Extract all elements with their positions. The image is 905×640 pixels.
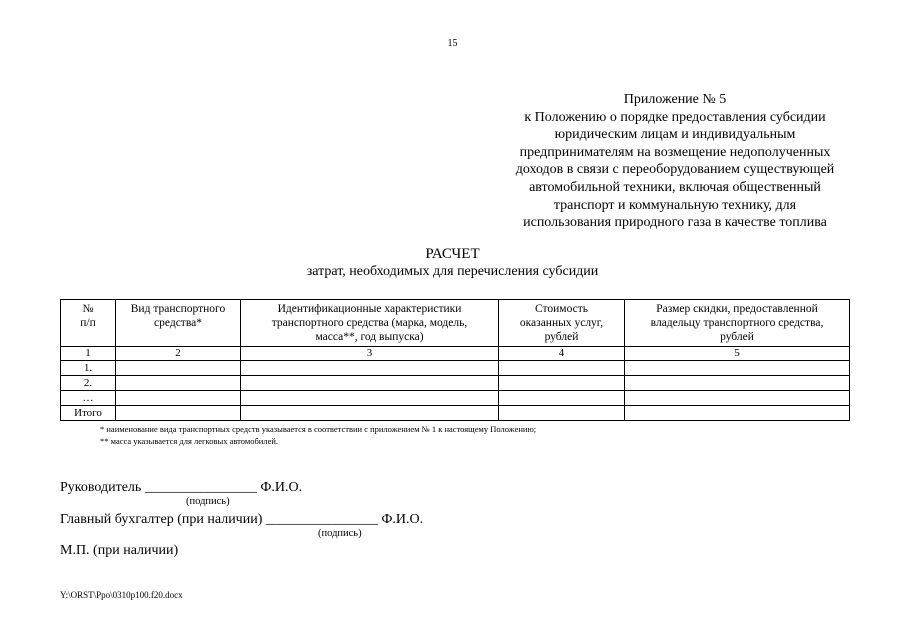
accountant-signature-caption: (подпись): [318, 528, 362, 539]
empty-cell: [499, 406, 625, 421]
accountant-signature-line: [60, 512, 423, 528]
stamp-place: М.П. (при наличии): [60, 543, 179, 558]
empty-cell: [499, 391, 625, 406]
head-signature-caption: (подпись): [186, 496, 230, 507]
empty-cell: [625, 376, 850, 391]
row-label-total: Итого: [61, 406, 116, 421]
appendix-line: автомобильной техники, включая общественный: [529, 179, 821, 195]
head-signature-blank: ________________: [144, 480, 257, 495]
empty-cell: [241, 361, 499, 376]
column-number: 1: [61, 347, 116, 361]
header-cell-number: № п/п: [61, 300, 116, 347]
accountant-fio: Ф.И.О.: [381, 512, 424, 527]
document-title: РАСЧЕТ: [425, 246, 480, 262]
empty-cell: [499, 361, 625, 376]
empty-cell: [116, 361, 241, 376]
footnote: ** масса указывается для легковых автомобилей.: [100, 436, 279, 446]
header-cell-vehicle-type: Вид транспортного средства*: [116, 300, 241, 347]
appendix-line: к Положению о порядке предоставления субсидии: [524, 109, 826, 125]
column-number: 5: [625, 347, 850, 361]
appendix-line: предпринимателям на возмещение недополученных: [519, 144, 831, 160]
page-number: 15: [447, 38, 458, 49]
empty-cell: [116, 406, 241, 421]
row-label: …: [61, 391, 116, 406]
column-number-row: [61, 347, 850, 361]
appendix-line: юридическим лицам и индивидуальным: [554, 127, 796, 143]
head-label: Руководитель: [60, 480, 142, 495]
appendix-line: Приложение № 5: [623, 92, 727, 107]
footnotes: [100, 423, 536, 447]
appendix-line: использования природного газа в качестве топлива: [523, 215, 827, 231]
accountant-signature-blank: ________________: [265, 512, 378, 527]
file-path: Y:\ORST\Ppo\0310p100.f20.docx: [60, 590, 183, 600]
empty-cell: [241, 406, 499, 421]
row-label: 1.: [61, 361, 116, 376]
header-cell-identification: Идентификационные характеристики транспортного средства (марка, модель, масса**, год выпуска): [241, 300, 499, 347]
head-signature-line: [60, 480, 302, 496]
row-label: 2.: [61, 376, 116, 391]
empty-cell: [625, 361, 850, 376]
accountant-label: Главный бухгалтер (при наличии): [60, 512, 263, 527]
table-row-total: [61, 406, 850, 421]
footnote: * наименование вида транспортных средств указывается в соответствии с приложением № 1 к настоящему Положению;: [100, 424, 537, 434]
head-fio: Ф.И.О.: [260, 480, 303, 495]
empty-cell: [499, 376, 625, 391]
empty-cell: [116, 376, 241, 391]
header-cell-cost: Стоимость оказанных услуг, рублей: [499, 300, 625, 347]
table-header-row: [61, 300, 850, 347]
column-number: 4: [499, 347, 625, 361]
header-cell-discount: Размер скидки, предоставленной владельцу транспортного средства, рублей: [625, 300, 850, 347]
column-number: 3: [241, 347, 499, 361]
document-subtitle: затрат, необходимых для перечисления субсидии: [306, 264, 599, 279]
empty-cell: [241, 376, 499, 391]
empty-cell: [116, 391, 241, 406]
table-row: [61, 391, 850, 406]
empty-cell: [625, 391, 850, 406]
appendix-line: доходов в связи с переоборудованием существующей: [515, 162, 835, 178]
table-row: [61, 361, 850, 376]
table-row: [61, 376, 850, 391]
empty-cell: [241, 391, 499, 406]
calculation-table: [60, 299, 850, 421]
empty-cell: [625, 406, 850, 421]
column-number: 2: [116, 347, 241, 361]
appendix-header: [470, 91, 880, 232]
appendix-line: транспорт и коммунальную технику, для: [553, 197, 797, 213]
